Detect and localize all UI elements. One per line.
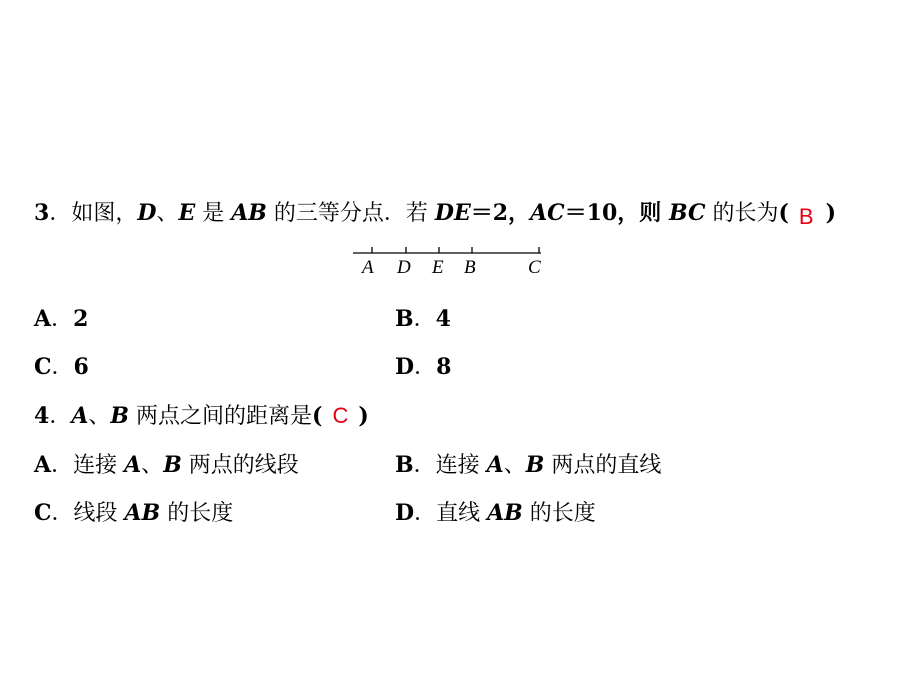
option-text: 两点的线段 [181, 453, 299, 478]
option-label: A [34, 452, 52, 478]
question-4-stem [34, 399, 369, 430]
q3-option-a [34, 302, 88, 333]
separator: 、 [88, 404, 111, 429]
option-dot: ． [414, 355, 437, 380]
option-label: D [395, 354, 415, 380]
q4-option-b [395, 448, 661, 479]
point-b: B [110, 403, 130, 429]
option-value: 6 [73, 354, 89, 380]
segment-bc: BC [668, 200, 706, 226]
option-dot: ． [51, 355, 74, 380]
segment-ab: AB [124, 500, 161, 526]
option-text: 的长度 [160, 501, 234, 526]
option-dot: ． [414, 501, 437, 526]
equation-text: ＝10，则 [564, 200, 669, 226]
point-a: A [71, 403, 89, 429]
answer-close-paren: ) [358, 403, 369, 429]
separator: 、 [141, 453, 164, 478]
answer-value: B [798, 204, 814, 229]
label-c: C [528, 257, 541, 278]
answer-open-paren: ( [312, 403, 323, 429]
line-ab: AB [487, 500, 523, 526]
question-3-stem [34, 196, 836, 227]
label-e: E [432, 257, 444, 278]
label-b: B [464, 257, 476, 278]
question-number: 3 [34, 200, 50, 226]
label-a: A [362, 257, 374, 278]
number-dot: ． [49, 201, 72, 226]
option-label: C [34, 500, 52, 526]
option-text: 连接 [73, 453, 125, 478]
q3-option-d [395, 350, 451, 381]
answer-value: C [332, 403, 349, 428]
separator: 、 [156, 201, 179, 226]
point-b: B [525, 452, 545, 478]
option-text: 线段 [73, 501, 125, 526]
option-text: 两点的直线 [544, 453, 662, 478]
stem-text: 的长为 [705, 201, 779, 226]
separator: 、 [503, 453, 526, 478]
option-value: 2 [73, 306, 89, 332]
stem-text: 是 [195, 201, 232, 226]
point-a: A [124, 452, 142, 478]
number-dot: ． [49, 404, 72, 429]
segment-de: DE [434, 200, 471, 226]
option-label: C [34, 354, 52, 380]
point-e: E [178, 200, 196, 226]
question-number: 4 [34, 403, 50, 429]
number-line-figure [350, 244, 560, 280]
point-b: B [163, 452, 182, 478]
stem-text: 两点之间的距离是 [129, 404, 313, 429]
stem-text: 如图， [71, 201, 138, 226]
q3-option-b [395, 302, 451, 333]
label-d: D [397, 257, 411, 278]
option-value: 8 [436, 354, 452, 380]
answer-close-paren: ) [825, 200, 836, 226]
option-value: 4 [435, 306, 451, 332]
answer-open-paren: ( [778, 200, 789, 226]
q4-option-a [34, 448, 299, 479]
point-d: D [137, 200, 157, 226]
option-text: 直线 [436, 501, 488, 526]
segment-ac: AC [530, 200, 565, 226]
option-dot: ． [51, 307, 74, 332]
option-dot: ． [51, 501, 74, 526]
equation-text: ＝2， [470, 200, 531, 226]
option-dot: ． [413, 453, 436, 478]
option-label: A [34, 306, 52, 332]
option-label: B [395, 306, 414, 332]
segment-ab: AB [231, 200, 267, 226]
q4-option-c [34, 496, 233, 527]
point-a: A [486, 452, 504, 478]
q3-option-c [34, 350, 89, 381]
option-dot: ． [51, 453, 74, 478]
option-text: 的长度 [522, 501, 596, 526]
option-label: B [395, 452, 414, 478]
option-dot: ． [413, 307, 436, 332]
q4-option-d [395, 496, 596, 527]
option-label: D [395, 500, 415, 526]
option-text: 连接 [435, 453, 487, 478]
stem-text: 的三等分点．若 [266, 201, 435, 226]
